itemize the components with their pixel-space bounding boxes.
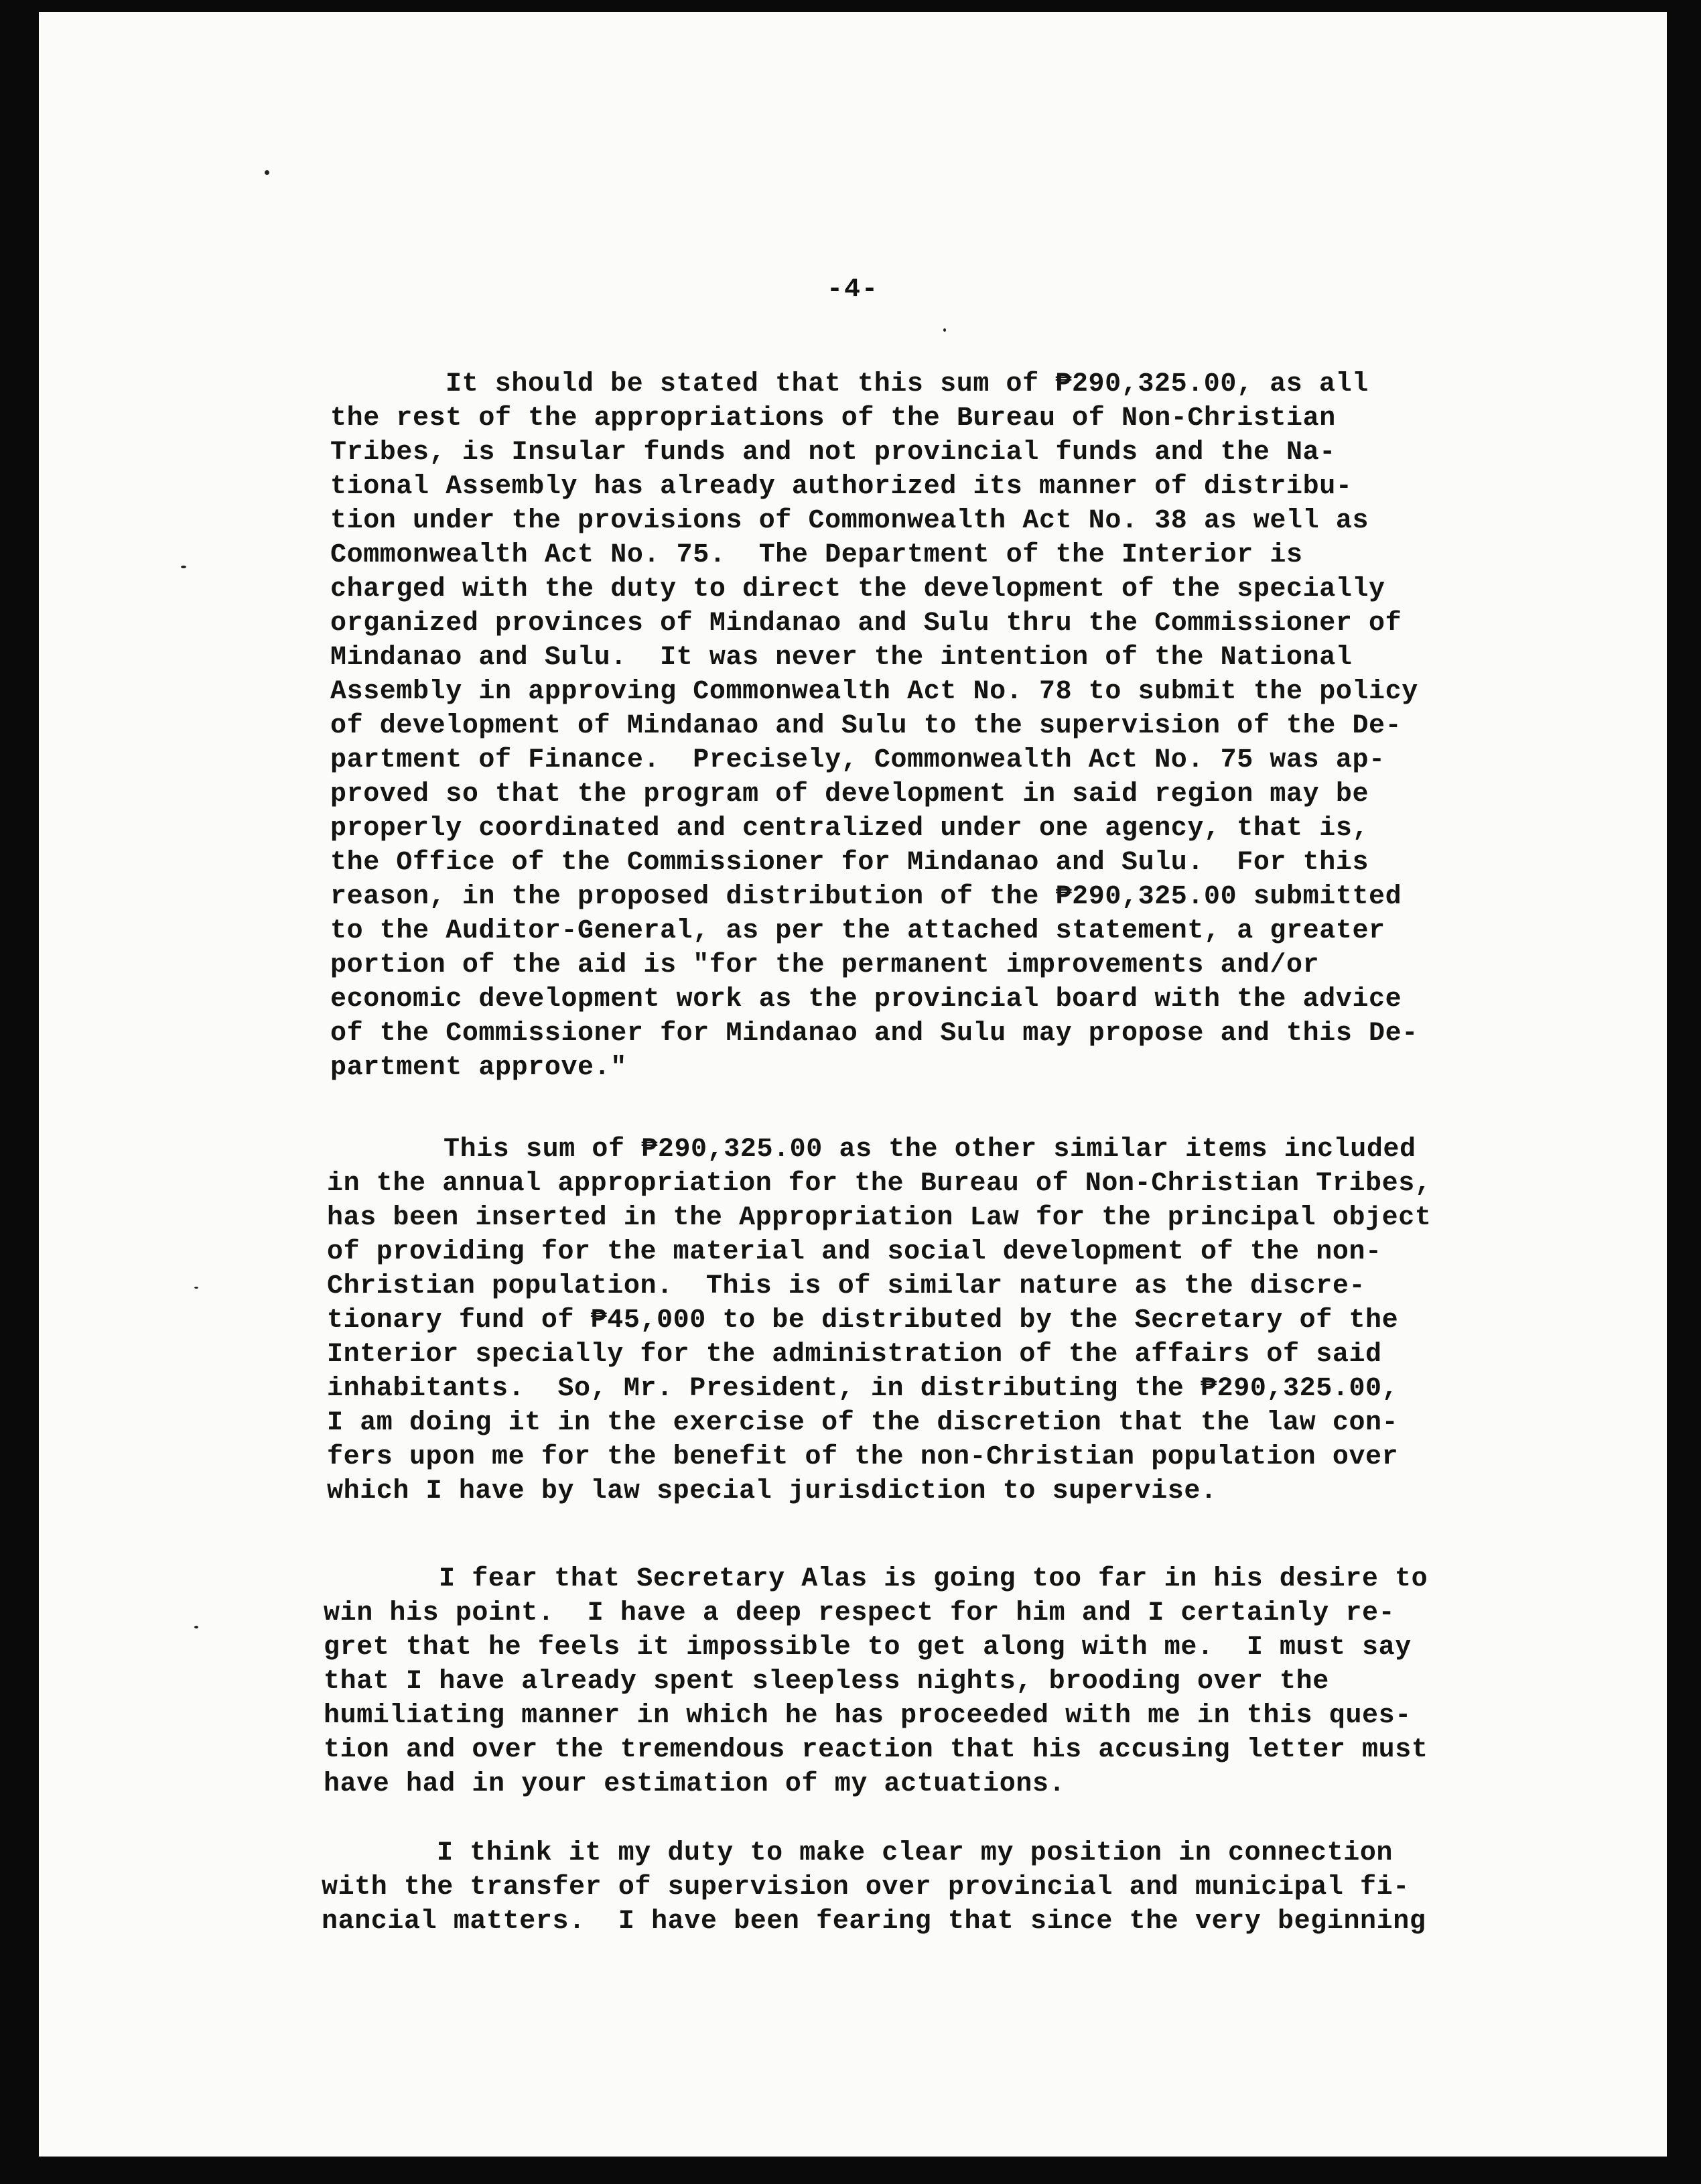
text-line: Mindanao and Sulu. It was never the intention of the National (330, 643, 1353, 673)
document-page (39, 12, 1667, 2157)
text-line: tion under the provisions of Commonwealth Act No. 38 as well as (330, 506, 1369, 536)
text-line: of the Commissioner for Mindanao and Sulu may propose and this De- (330, 1019, 1418, 1049)
text-line: humiliating manner in which he has proceeded with me in this ques- (324, 1701, 1412, 1731)
text-line: Christian population. This is of similar nature as the discre- (327, 1271, 1366, 1301)
text-line: in the annual appropriation for the Bureau of Non-Christian Tribes, (327, 1169, 1432, 1199)
text-line: I am doing it in the exercise of the discretion that the law con- (327, 1408, 1399, 1438)
text-line: of development of Mindanao and Sulu to the supervision of the De- (330, 711, 1402, 741)
text-line: I fear that Secretary Alas is going too far in his desire to (439, 1564, 1428, 1594)
text-line: I think it my duty to make clear my position in connection (437, 1838, 1393, 1868)
text-line: charged with the duty to direct the development of the specially (330, 574, 1385, 604)
text-line: tionary fund of ₱45,000 to be distributed by the Secretary of the (327, 1305, 1399, 1336)
text-line: Interior specially for the administration of the affairs of said (327, 1340, 1382, 1370)
text-line: has been inserted in the Appropriation Law for the principal object (327, 1203, 1432, 1233)
text-line: inhabitants. So, Mr. President, in distributing the ₱290,325.00, (327, 1374, 1399, 1404)
text-line: with the transfer of supervision over provincial and municipal fi- (322, 1872, 1410, 1903)
text-line: portion of the aid is "for the permanent improvements and/or (330, 950, 1320, 980)
text-line: proved so that the program of development in said region may be (330, 779, 1369, 810)
text-line: of providing for the material and social development of the non- (327, 1237, 1382, 1267)
text-line: This sum of ₱290,325.00 as the other similar items included (444, 1135, 1416, 1165)
text-line: have had in your estimation of my actuations. (324, 1769, 1066, 1799)
text-line: to the Auditor-General, as per the attached statement, a greater (330, 916, 1385, 946)
text-line: win his point. I have a deep respect for him and I certainly re- (324, 1598, 1396, 1628)
text-line: that I have already spent sleepless nights, brooding over the (324, 1667, 1329, 1697)
text-line: economic development work as the provincial board with the advice (330, 984, 1402, 1015)
page-number: -4- (826, 275, 879, 305)
text-line: partment approve." (330, 1053, 627, 1083)
text-line: the Office of the Commissioner for Mindanao and Sulu. For this (330, 848, 1369, 878)
text-line: reason, in the proposed distribution of the ₱290,325.00 submitted (330, 882, 1402, 912)
text-line: nancial matters. I have been fearing that since the very beginning (322, 1907, 1426, 1937)
text-line: which I have by law special jurisdiction to supervise. (327, 1476, 1217, 1506)
text-line: Assembly in approving Commonwealth Act No. 78 to submit the policy (330, 677, 1418, 707)
text-line: fers upon me for the benefit of the non-Christian population over (327, 1442, 1399, 1472)
text-line: gret that he feels it impossible to get along with me. I must say (324, 1632, 1412, 1663)
text-line: tion and over the tremendous reaction that his accusing letter must (324, 1735, 1428, 1765)
text-line: Commonwealth Act No. 75. The Department of the Interior is (330, 540, 1303, 570)
text-line: organized provinces of Mindanao and Sulu thru the Commissioner of (330, 608, 1402, 639)
text-line: Tribes, is Insular funds and not provincial funds and the Na- (330, 438, 1336, 468)
text-line: partment of Finance. Precisely, Commonwealth Act No. 75 was ap- (330, 745, 1385, 775)
text-line: It should be stated that this sum of ₱290,325.00, as all (446, 369, 1369, 399)
text-line: tional Assembly has already authorized its manner of distribu- (330, 472, 1353, 502)
text-line: the rest of the appropriations of the Bureau of Non-Christian (330, 403, 1336, 434)
text-line: properly coordinated and centralized under one agency, that is, (330, 814, 1369, 844)
